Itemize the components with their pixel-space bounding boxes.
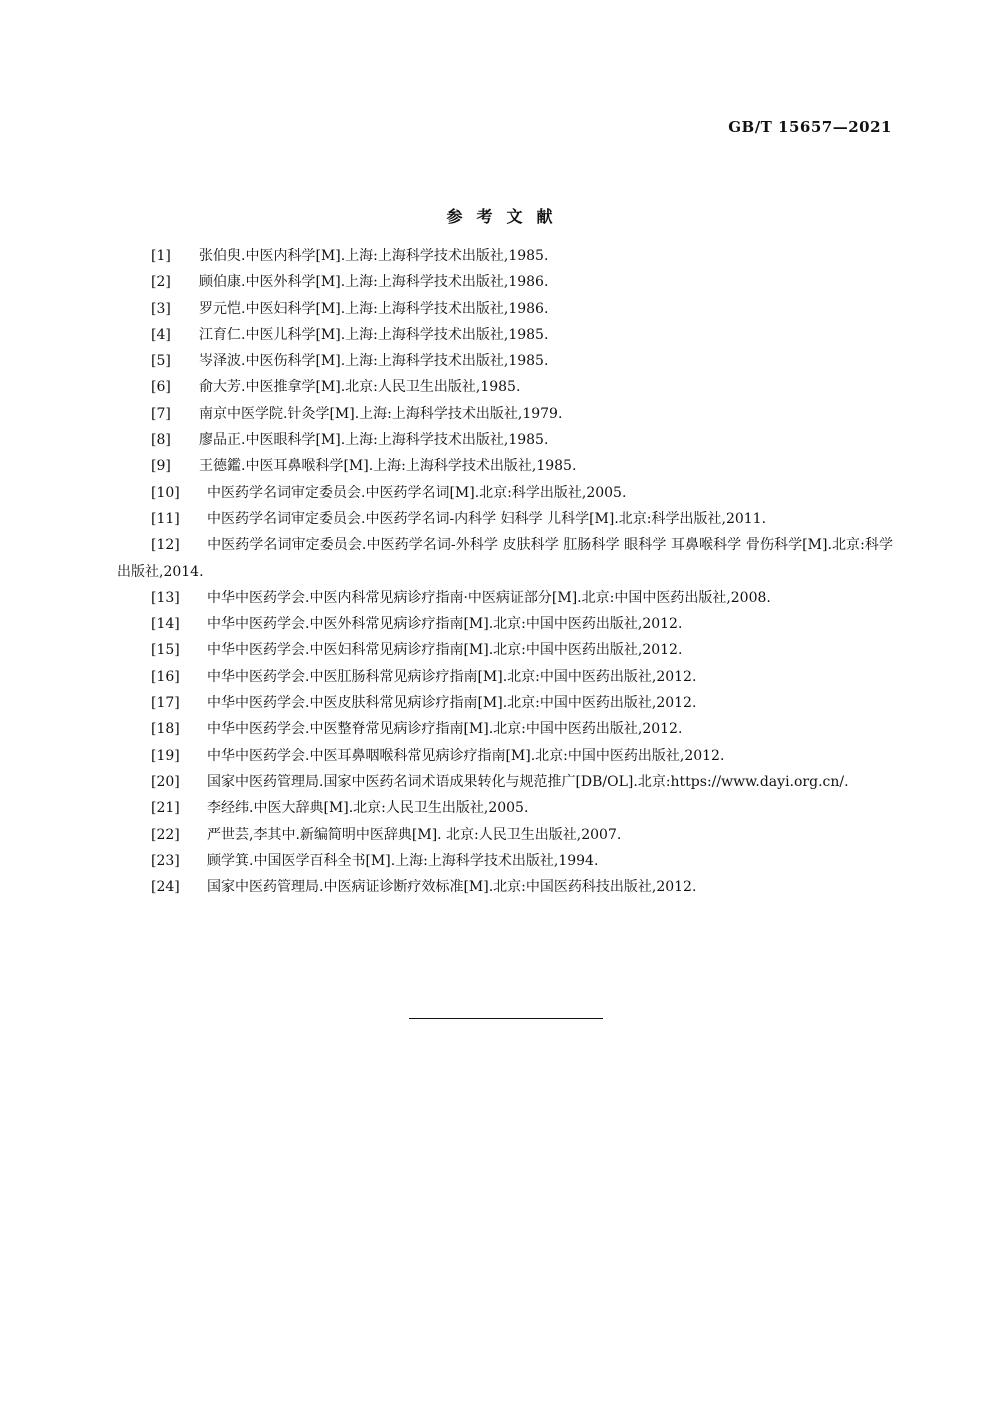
reference-text: 中华中医药学会.中医妇科常见病诊疗指南[M].北京:中国中医药出版社,2012. bbox=[207, 642, 683, 659]
reference-number: [16] bbox=[151, 668, 180, 685]
reference-text: 廖品正.中医眼科学[M].上海:上海科学技术出版社,1985. bbox=[199, 432, 549, 449]
reference-number: [19] bbox=[151, 747, 180, 764]
reference-number: [13] bbox=[151, 589, 180, 606]
reference-item bbox=[117, 243, 893, 269]
reference-item bbox=[117, 480, 893, 506]
reference-text: 国家中医药管理局.国家中医药名词术语成果转化与规范推广[DB/OL].北京:https://www.dayi.org.cn/. bbox=[207, 773, 849, 790]
reference-number: [3] bbox=[151, 300, 171, 317]
reference-text: 江育仁.中医儿科学[M].上海:上海科学技术出版社,1985. bbox=[199, 326, 549, 343]
reference-item bbox=[117, 506, 893, 532]
reference-number: [9] bbox=[151, 458, 171, 475]
reference-text: 罗元恺.中医妇科学[M].上海:上海科学技术出版社,1986. bbox=[199, 300, 549, 317]
reference-item bbox=[117, 637, 893, 663]
reference-item bbox=[117, 769, 893, 795]
reference-item bbox=[117, 690, 893, 716]
reference-text: 顾伯康.中医外科学[M].上海:上海科学技术出版社,1986. bbox=[199, 274, 549, 291]
reference-text: 岑泽波.中医伤科学[M].上海:上海科学技术出版社,1985. bbox=[199, 353, 549, 370]
reference-item bbox=[117, 874, 893, 900]
reference-number: [22] bbox=[151, 826, 180, 843]
reference-number: [18] bbox=[151, 721, 180, 738]
reference-number: [17] bbox=[151, 695, 180, 712]
reference-item bbox=[117, 532, 893, 585]
reference-item bbox=[117, 848, 893, 874]
reference-text: 中医药学名词审定委员会.中医药学名词-内科学 妇科学 儿科学[M].北京:科学出版社,2011. bbox=[207, 510, 767, 527]
reference-number: [11] bbox=[151, 510, 180, 527]
reference-number: [1] bbox=[151, 248, 171, 264]
reference-item bbox=[117, 716, 893, 742]
reference-item bbox=[117, 374, 893, 400]
reference-text: 中医药学名词审定委员会.中医药学名词[M].北京:科学出版社,2005. bbox=[207, 484, 627, 501]
reference-text: 中华中医药学会.中医肛肠科常见病诊疗指南[M].北京:中国中医药出版社,2012. bbox=[207, 668, 697, 685]
reference-item bbox=[117, 322, 893, 348]
reference-text: 王德鑑.中医耳鼻喉科学[M].上海:上海科学技术出版社,1985. bbox=[199, 458, 577, 475]
reference-item bbox=[117, 453, 893, 479]
reference-number: [23] bbox=[151, 852, 180, 869]
reference-number: [20] bbox=[151, 773, 180, 790]
reference-text: 中医药学名词审定委员会.中医药学名词-外科学 皮肤科学 肛肠科学 眼科学 耳鼻喉科学 骨伤科学[M].北京:科学出版社,2014. bbox=[117, 537, 893, 580]
reference-number: [8] bbox=[151, 432, 171, 449]
reference-item bbox=[117, 296, 893, 322]
reference-number: [15] bbox=[151, 642, 180, 659]
reference-text: 张伯臾.中医内科学[M].上海:上海科学技术出版社,1985. bbox=[199, 248, 549, 264]
reference-item bbox=[117, 611, 893, 637]
reference-text: 严世芸,李其中.新编简明中医辞典[M]. 北京:人民卫生出版社,2007. bbox=[207, 826, 622, 843]
reference-text: 李经纬.中医大辞典[M].北京:人民卫生出版社,2005. bbox=[207, 800, 529, 817]
reference-item bbox=[117, 795, 893, 821]
reference-item bbox=[117, 401, 893, 427]
reference-number: [7] bbox=[151, 405, 171, 422]
reference-number: [21] bbox=[151, 800, 180, 817]
reference-number: [24] bbox=[151, 879, 180, 896]
reference-text: 中华中医药学会.中医整脊常见病诊疗指南[M].北京:中国中医药出版社,2012. bbox=[207, 721, 683, 738]
reference-text: 顾学箕.中国医学百科全书[M].上海:上海科学技术出版社,1994. bbox=[207, 852, 599, 869]
reference-list bbox=[117, 243, 893, 900]
reference-item bbox=[117, 585, 893, 611]
reference-number: [10] bbox=[151, 484, 180, 501]
section-title: 参考文献 bbox=[446, 207, 567, 226]
standard-code: GB/T 15657—2021 bbox=[728, 118, 892, 136]
reference-item bbox=[117, 822, 893, 848]
reference-number: [5] bbox=[151, 353, 171, 370]
reference-text: 中华中医药学会.中医耳鼻咽喉科常见病诊疗指南[M].北京:中国中医药出版社,2012. bbox=[207, 747, 725, 764]
reference-number: [14] bbox=[151, 616, 180, 633]
reference-item bbox=[117, 269, 893, 295]
reference-text: 俞大芳.中医推拿学[M].北京:人民卫生出版社,1985. bbox=[199, 379, 521, 396]
reference-number: [4] bbox=[151, 326, 171, 343]
reference-text: 国家中医药管理局.中医病证诊断疗效标准[M].北京:中国医药科技出版社,2012. bbox=[207, 879, 697, 896]
reference-item bbox=[117, 348, 893, 374]
reference-number: [2] bbox=[151, 274, 171, 291]
reference-text: 中华中医药学会.中医内科常见病诊疗指南·中医病证部分[M].北京:中国中医药出版社,2008. bbox=[207, 589, 771, 606]
reference-item bbox=[117, 664, 893, 690]
reference-item bbox=[117, 427, 893, 453]
end-rule bbox=[409, 1018, 603, 1019]
reference-text: 南京中医学院.针灸学[M].上海:上海科学技术出版社,1979. bbox=[199, 405, 563, 422]
reference-text: 中华中医药学会.中医外科常见病诊疗指南[M].北京:中国中医药出版社,2012. bbox=[207, 616, 683, 633]
reference-number: [12] bbox=[151, 537, 180, 554]
reference-text: 中华中医药学会.中医皮肤科常见病诊疗指南[M].北京:中国中医药出版社,2012. bbox=[207, 695, 697, 712]
reference-number: [6] bbox=[151, 379, 171, 396]
reference-item bbox=[117, 743, 893, 769]
